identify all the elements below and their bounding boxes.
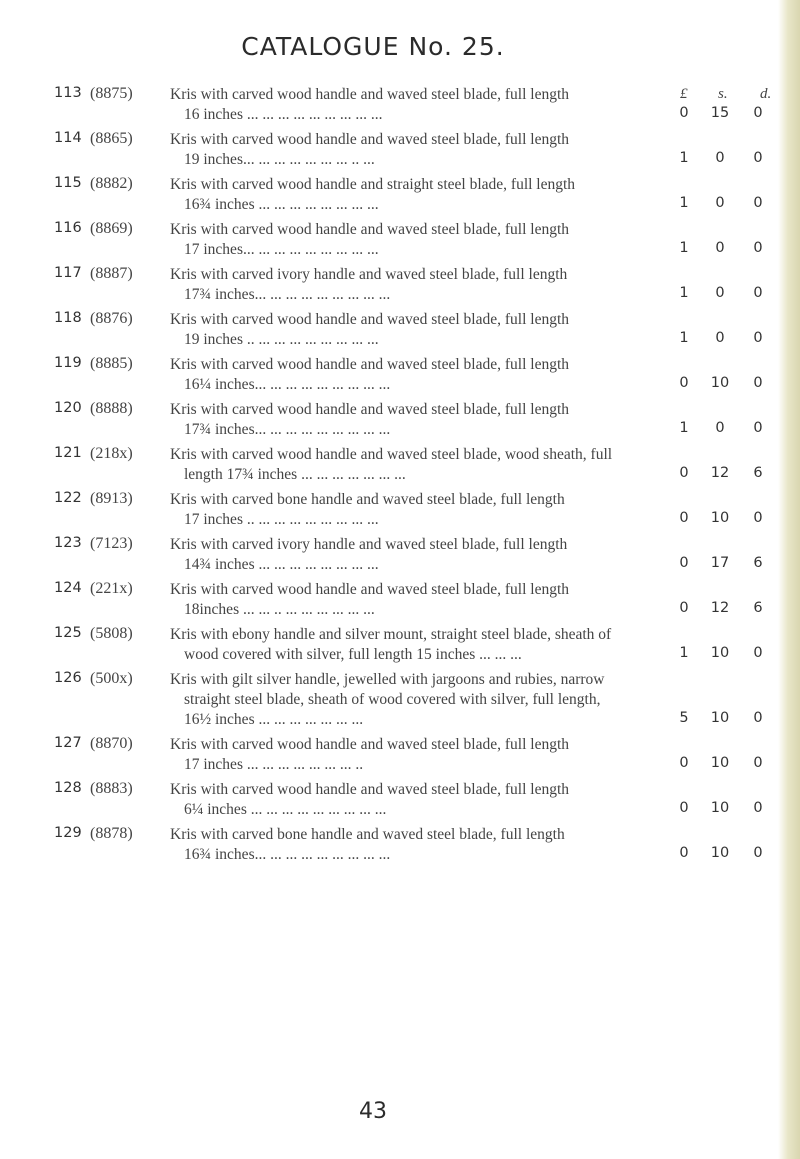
- price-shillings: 10: [710, 375, 730, 391]
- description-line: Kris with ebony handle and silver mount, straight steel blade, sheath of: [170, 626, 612, 643]
- item-description: [170, 310, 690, 350]
- item-price: [672, 105, 782, 125]
- description-line: wood covered with silver, full length 15 inches ... ... ...: [184, 646, 522, 663]
- description-line: 19 inches .. ... ... ... ... ... ... ... ...: [184, 331, 379, 348]
- price-pounds: 1: [679, 645, 689, 661]
- lot-number: 113: [54, 85, 82, 101]
- price-shillings: 10: [710, 845, 730, 861]
- description-line: 18inches ... ... .. ... ... ... ... ... ...: [184, 601, 375, 618]
- catalogue-entry: [0, 670, 800, 740]
- description-line: 16½ inches ... ... ... ... ... ... ...: [184, 711, 364, 728]
- price-pounds: 0: [679, 600, 689, 616]
- price-pence: 0: [753, 420, 763, 436]
- description-line: 17 inches .. ... ... ... ... ... ... ... ...: [184, 511, 379, 528]
- item-price: [672, 240, 782, 260]
- item-description: [170, 535, 690, 575]
- reference-number: (8888): [90, 400, 133, 417]
- item-description: [170, 670, 690, 730]
- item-price: [672, 710, 782, 730]
- description-line: 19 inches... ... ... ... ... ... ... .. ...: [184, 151, 375, 168]
- price-pence: 0: [753, 375, 763, 391]
- item-price: [672, 645, 782, 665]
- item-price: [672, 600, 782, 620]
- reference-number: (8885): [90, 355, 133, 372]
- price-shillings: 0: [715, 285, 725, 301]
- price-pence: 0: [753, 755, 763, 771]
- description-line: Kris with carved wood handle and waved steel blade, full length: [170, 581, 570, 598]
- price-shillings: 12: [710, 600, 730, 616]
- reference-number: (8878): [90, 825, 133, 842]
- lot-number: 126: [54, 670, 82, 686]
- reference-number: (8865): [90, 130, 133, 147]
- price-shillings: 0: [715, 195, 725, 211]
- item-price: [672, 755, 782, 775]
- price-pence: 6: [753, 555, 763, 571]
- price-shillings: 17: [710, 555, 730, 571]
- item-description: [170, 625, 690, 665]
- description-line: 17¾ inches... ... ... ... ... ... ... ... ...: [184, 286, 391, 303]
- item-description: [170, 735, 690, 775]
- lot-number: 123: [54, 535, 82, 551]
- price-pounds: 0: [679, 375, 689, 391]
- description-line: Kris with carved wood handle and waved steel blade, full length: [170, 736, 570, 753]
- item-price: [672, 420, 782, 440]
- description-line: straight steel blade, sheath of wood covered with silver, full length,: [184, 691, 601, 708]
- lot-number: 118: [54, 310, 82, 326]
- item-price: [672, 555, 782, 575]
- lot-number: 129: [54, 825, 82, 841]
- price-shillings: 12: [710, 465, 730, 481]
- lot-number: 127: [54, 735, 82, 751]
- reference-number: (5808): [90, 625, 133, 642]
- price-pounds: 1: [679, 420, 689, 436]
- description-line: Kris with carved wood handle and waved steel blade, full length: [170, 356, 570, 373]
- lot-number: 120: [54, 400, 82, 416]
- item-price: [672, 845, 782, 865]
- reference-number: (8887): [90, 265, 133, 282]
- lot-number: 125: [54, 625, 82, 641]
- item-price: [672, 800, 782, 820]
- price-shillings: 0: [715, 420, 725, 436]
- price-shillings: 10: [710, 710, 730, 726]
- item-description: [170, 580, 690, 620]
- lot-number: 122: [54, 490, 82, 506]
- item-description: [170, 85, 690, 125]
- description-line: Kris with carved wood handle and waved steel blade, full length: [170, 86, 570, 103]
- description-line: length 17¾ inches ... ... ... ... ... ... ...: [184, 466, 406, 483]
- description-line: Kris with carved wood handle and waved steel blade, full length: [170, 131, 570, 148]
- item-price: [672, 330, 782, 350]
- reference-number: (8883): [90, 780, 133, 797]
- price-pounds: 0: [679, 465, 689, 481]
- page-title: CATALOGUE No. 25.: [241, 32, 505, 61]
- price-shillings: 10: [710, 800, 730, 816]
- description-line: Kris with gilt silver handle, jewelled with jargoons and rubies, narrow: [170, 671, 605, 688]
- pounds-header: £: [680, 86, 688, 102]
- description-line: Kris with carved wood handle and straight steel blade, full length: [170, 176, 576, 193]
- item-description: [170, 445, 690, 485]
- reference-number: (8869): [90, 220, 133, 237]
- lot-number: 124: [54, 580, 82, 596]
- item-price: [672, 375, 782, 395]
- item-price: [672, 510, 782, 530]
- reference-number: (8876): [90, 310, 133, 327]
- item-price: [672, 465, 782, 485]
- reference-number: (8870): [90, 735, 133, 752]
- price-pence: 0: [753, 150, 763, 166]
- price-pence: 0: [753, 710, 763, 726]
- price-shillings: 0: [715, 330, 725, 346]
- reference-number: (221x): [90, 580, 133, 597]
- lot-number: 121: [54, 445, 82, 461]
- price-pence: 0: [753, 645, 763, 661]
- item-description: [170, 355, 690, 395]
- price-pounds: 0: [679, 845, 689, 861]
- item-description: [170, 175, 690, 215]
- item-description: [170, 220, 690, 260]
- reference-number: (8913): [90, 490, 133, 507]
- item-description: [170, 265, 690, 305]
- description-line: Kris with carved bone handle and waved steel blade, full length: [170, 826, 565, 843]
- item-price: [672, 195, 782, 215]
- description-line: 16 inches ... ... ... ... ... ... ... ... ...: [184, 106, 383, 123]
- price-pounds: 5: [679, 710, 689, 726]
- description-line: 17 inches... ... ... ... ... ... ... ... ...: [184, 241, 379, 258]
- price-shillings: 10: [710, 755, 730, 771]
- lot-number: 117: [54, 265, 82, 281]
- description-line: 16¾ inches... ... ... ... ... ... ... ... ...: [184, 846, 391, 863]
- item-price: [672, 150, 782, 170]
- price-pence: 0: [753, 195, 763, 211]
- price-pounds: 0: [679, 510, 689, 526]
- price-pounds: 0: [679, 755, 689, 771]
- lot-number: 114: [54, 130, 82, 146]
- price-shillings: 15: [710, 105, 730, 121]
- price-shillings: 0: [715, 150, 725, 166]
- description-line: 16¾ inches ... ... ... ... ... ... ... ...: [184, 196, 379, 213]
- lot-number: 128: [54, 780, 82, 796]
- pence-header: d.: [760, 86, 772, 102]
- reference-number: (8882): [90, 175, 133, 192]
- price-pounds: 1: [679, 195, 689, 211]
- description-line: Kris with carved wood handle and waved steel blade, full length: [170, 221, 570, 238]
- item-description: [170, 490, 690, 530]
- description-line: 16¼ inches... ... ... ... ... ... ... ... ...: [184, 376, 391, 393]
- description-line: Kris with carved ivory handle and waved steel blade, full length: [170, 266, 568, 283]
- item-description: [170, 130, 690, 170]
- lot-number: 116: [54, 220, 82, 236]
- price-pounds: 1: [679, 330, 689, 346]
- item-description: [170, 780, 690, 820]
- shillings-header: s.: [718, 86, 728, 102]
- item-description: [170, 400, 690, 440]
- price-shillings: 10: [710, 510, 730, 526]
- description-line: Kris with carved wood handle and waved steel blade, full length: [170, 311, 570, 328]
- price-shillings: 10: [710, 645, 730, 661]
- description-line: Kris with carved wood handle and waved steel blade, full length: [170, 781, 570, 798]
- price-pence: 6: [753, 465, 763, 481]
- description-line: 17 inches ... ... ... ... ... ... ... ..: [184, 756, 364, 773]
- reference-number: (218x): [90, 445, 133, 462]
- price-pence: 0: [753, 800, 763, 816]
- item-description: [170, 825, 690, 865]
- lot-number: 115: [54, 175, 82, 191]
- price-pounds: 0: [679, 105, 689, 121]
- price-pounds: 1: [679, 240, 689, 256]
- reference-number: (8875): [90, 85, 133, 102]
- price-pence: 0: [753, 105, 763, 121]
- item-price: [672, 285, 782, 305]
- description-line: Kris with carved ivory handle and waved steel blade, full length: [170, 536, 568, 553]
- price-pence: 0: [753, 510, 763, 526]
- description-line: 17¾ inches... ... ... ... ... ... ... ... ...: [184, 421, 391, 438]
- price-pence: 0: [753, 845, 763, 861]
- price-pounds: 0: [679, 800, 689, 816]
- price-pounds: 1: [679, 150, 689, 166]
- reference-number: (7123): [90, 535, 133, 552]
- price-pounds: 1: [679, 285, 689, 301]
- lot-number: 119: [54, 355, 82, 371]
- description-line: 14¾ inches ... ... ... ... ... ... ... ...: [184, 556, 379, 573]
- description-line: 6¼ inches ... ... ... ... ... ... ... ... ...: [184, 801, 387, 818]
- description-line: Kris with carved wood handle and waved steel blade, full length: [170, 401, 570, 418]
- catalogue-entry: [0, 825, 800, 895]
- reference-number: (500x): [90, 670, 133, 687]
- page-number: 43: [359, 1099, 387, 1124]
- price-pence: 0: [753, 330, 763, 346]
- price-pence: 6: [753, 600, 763, 616]
- price-pence: 0: [753, 285, 763, 301]
- price-pounds: 0: [679, 555, 689, 571]
- price-shillings: 0: [715, 240, 725, 256]
- price-pence: 0: [753, 240, 763, 256]
- description-line: Kris with carved wood handle and waved steel blade, wood sheath, full: [170, 446, 613, 463]
- description-line: Kris with carved bone handle and waved steel blade, full length: [170, 491, 565, 508]
